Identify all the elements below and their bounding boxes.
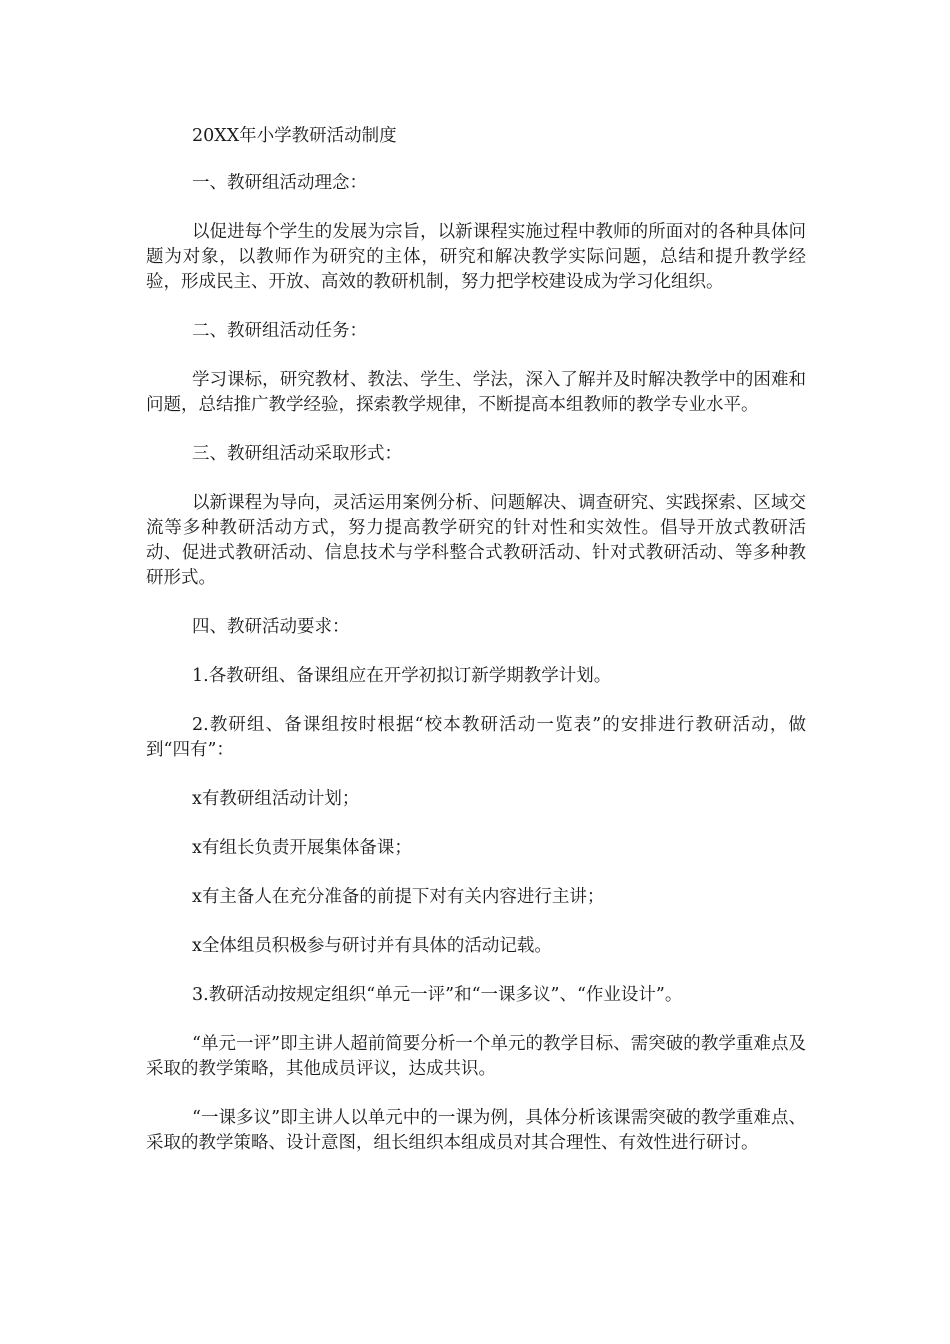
section-heading-tasks: 二、教研组活动任务： <box>192 321 367 341</box>
paragraph-philosophy: 以促进每个学生的发展为宗旨，以新课程实施过程中教师的所面对的各种具体问题为对象，以教师作为研究的主体，研究和解决教学实际问题，总结和提升教学经验，形成民主、开放、高效的教研机制，努力把学校建设成为学习化组织。 <box>146 222 806 292</box>
four-have-item-2: x有组长负责开展集体备课； <box>192 838 412 858</box>
document-body <box>146 124 806 1180</box>
four-have-item-1: x有教研组活动计划； <box>192 789 360 809</box>
paragraph-lesson-discussion: “一课多议”即主讲人以单元中的一课为例，具体分析该课需突破的教学重难点、采取的教学策略、设计意图，组长组织本组成员对其合理性、有效性进行研讨。 <box>146 1108 806 1153</box>
section-heading-forms: 三、教研组活动采取形式： <box>192 444 402 464</box>
requirement-item-2: 2.教研组、备课组按时根据“校本教研活动一览表”的安排进行教研活动，做到“四有”： <box>146 715 806 760</box>
section-heading-requirements: 四、教研活动要求： <box>192 617 350 637</box>
section-heading-philosophy: 一、教研组活动理念： <box>192 173 367 193</box>
paragraph-forms: 以新课程为导向，灵活运用案例分析、问题解决、调查研究、实践探索、区域交流等多种教研活动方式，努力提高教学研究的针对性和实效性。倡导开放式教研活动、促进式教研活动、信息技术与学科整合式教研活动、针对式教研活动、等多种教研形式。 <box>146 493 806 588</box>
four-have-item-4: x全体组员积极参与研讨并有具体的活动记载。 <box>192 936 552 956</box>
four-have-item-3: x有主备人在充分准备的前提下对有关内容进行主讲； <box>192 887 605 907</box>
requirement-item-1: 1.各教研组、备课组应在开学初拟订新学期教学计划。 <box>192 666 612 686</box>
requirement-item-3: 3.教研活动按规定组织“单元一评”和“一课多议”、“作业设计”。 <box>192 985 683 1005</box>
paragraph-unit-review: “单元一评”即主讲人超前简要分析一个单元的教学目标、需突破的教学重难点及采取的教学策略，其他成员评议，达成共识。 <box>146 1034 806 1079</box>
paragraph-tasks: 学习课标，研究教材、教法、学生、学法，深入了解并及时解决教学中的困难和问题，总结推广教学经验，探索教学规律，不断提高本组教师的教学专业水平。 <box>146 370 806 415</box>
document-title: 20XX年小学教研活动制度 <box>192 126 397 146</box>
